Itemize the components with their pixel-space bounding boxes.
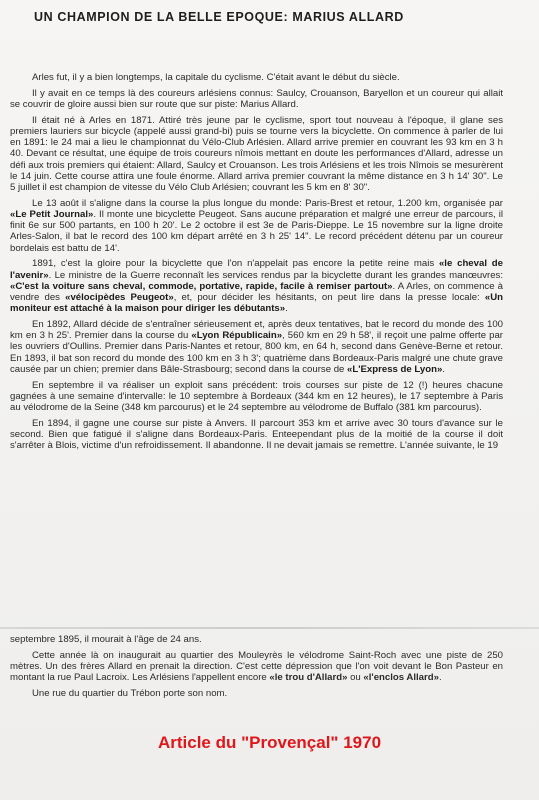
paragraph-paris-brest: [10, 198, 503, 254]
text-run: .: [442, 363, 445, 375]
article-body-continued: [10, 634, 503, 704]
article-body: [10, 72, 503, 456]
bold-quote: «Le Petit Journal»: [10, 209, 94, 221]
paragraph-birth: Il était né à Arles en 1871. Attiré très jeune par le cyclisme, sport tout nouveau à l'époque, il glane ses premiers lauriers sur bicycle (appelé aussi grand-bi) puis se tourne vers la bicyclette. On commence à parler de lui en 1891: le 24 mai a lieu le championnat du Vélo-Club Arlésien. Allard arrive premier en couvrant les 93 km en 3 h 40. Devant ce résultat, une équipe de trois coureurs nîmois mettant en doute les performances d'Allard, adresse un défi aux trois premiers qui étaient: Allard, Saulcy et Crouanson. Les trois Arlésiens et les trois Nîmois se mesurèrent le 14 juin. Cette course attira une foule énorme. Allard arriva premier couvrant la même distance en 3 h 14' 30". Le 5 juillet il est champion de vitesse du Vélo Club Arlésien; couvrant les 5 km en 8' 30".: [10, 114, 503, 194]
text-run: . Le ministre de la Guerre reconnaît les services rendus par la bicyclette durant les grandes manœuvres:: [48, 269, 503, 281]
text-run: , et, pour décider les hésitants, on peut lire dans la presse locale:: [173, 292, 485, 304]
bold-quote: «vélocipèdes Peugeot»: [65, 292, 174, 304]
text-run: .: [285, 303, 288, 315]
paragraph-death: septembre 1895, il mourait à l'âge de 24 ans.: [10, 634, 202, 645]
article-title: UN CHAMPION DE LA BELLE EPOQUE: MARIUS ALLARD: [34, 10, 404, 24]
bold-quote: «Un moniteur est attaché à la maison pour diriger les débutants»: [10, 292, 503, 315]
text-run: . Il monte une bicyclette Peugeot. Sans aucune préparation et malgré une erreur de parcours, il finit 6e sur 500 partants, en 100 h 20'. Le 2 octobre il est 3e de Paris-Dieppe. Le 15 novembre sur la ligne droite Arles-Salon, il bat le record des 100 km départ arrêté en 3 h 25' 14". Le record précédent détenu par un coureur bordelais est battu de 14'.: [10, 209, 503, 254]
text-run: , 560 km en 29 h 58', il reçoit une palme offerte par les ouvriers d'Oullins. Premier dans Paris-Nantes et retour, 800 km, en 64 h, second dans Genève-Berne et retour. En 1893, il bat son record du monde des 100 km en 3 h 3'; quatrième dans Bordeaux-Paris malgré une chute grave causée par un chien; premier dans Bâle-Strasbourg; second dans la course de: [10, 330, 503, 375]
paper-fold-line: [0, 627, 539, 629]
paragraph-riders: Il y avait en ce temps là des coureurs arlésiens connus: Saulcy, Crouanson, Baryellon et un coureur qui allait se couvrir de gloire aussi bien sur route que sur piste: Marius Allard.: [10, 87, 503, 110]
paragraph-velodrome: [10, 650, 503, 684]
paragraph-intro: Arles fut, il y a bien longtemps, la capitale du cyclisme. C'était avant le début du siècle.: [32, 72, 400, 83]
bold-quote: «Lyon Républicain»: [191, 330, 283, 342]
bold-quote: «C'est la voiture sans cheval, commode, portative, rapide, facile à remiser partout»: [10, 280, 393, 292]
text-run: Le 13 août il s'aligne dans la course la plus longue du monde: Paris-Brest et retour, 1.200 km, organisée par: [32, 197, 503, 209]
paragraph-1891: [10, 258, 503, 314]
text-run: Cette année là on inaugurait au quartier des Mouleyrès le vélodrome Saint-Roch avec une piste de 250 mètres. Un des frères Allard en prenait la direction. C'est cette dépression que l'on voit devant le Bon Pasteur en montant la rue Paul Lacroix. Les Arlésiens l'appellent encore: [10, 649, 503, 684]
text-run: En 1892, Allard décide de s'entraîner sérieusement et, après deux tentatives, bat le record du monde des 100 km en 3 h 25'. Premier dans la course du: [10, 319, 503, 342]
source-caption: Article du "Provençal" 1970: [157, 733, 382, 752]
paragraph-1892: [10, 319, 503, 375]
text-run: .: [438, 672, 442, 684]
paragraph-street: Une rue du quartier du Trébon porte son nom.: [32, 688, 228, 699]
text-run: ou: [347, 672, 364, 684]
bold-quote: «L'Express de Lyon»: [347, 363, 443, 375]
paragraph-1894: En 1894, il gagne une course sur piste à Anvers. Il parcourt 353 km et arrive avec 30 tours d'avance sur le second. Bien que fatigué il s'aligne dans Bordeaux-Paris. Enteependant plus de la moitié de la course il doit s'arrêter à Blois, victime d'un refroidissement. Il abandonne. Il ne devait jamais se remettre. L'année suivante, le 19: [10, 417, 503, 452]
bold-quote: «le cheval de l'avenir»: [10, 258, 504, 281]
bold-quote: «le trou d'Allard»: [269, 672, 348, 684]
paragraph-september: En septembre il va réaliser un exploit sans précédent: trois courses sur piste de 12 (!) heures chacune gagnées à une semaine d'intervalle: le 10 septembre à Bordeaux (344 km en 12 heures), le 17 septembre à Paris au vélodrome de la Seine (348 km parcourus) et le 24 septembre au vélodrome de Buffalo (381 km parcourus).: [10, 379, 503, 414]
bold-quote: «l'enclos Allard»: [363, 672, 439, 684]
text-run: 1891, c'est la gloire pour la bicyclette que l'on n'appelait pas encore la petite reine mais: [32, 258, 439, 270]
text-run: . A Arles, on commence à vendre des: [10, 280, 503, 304]
